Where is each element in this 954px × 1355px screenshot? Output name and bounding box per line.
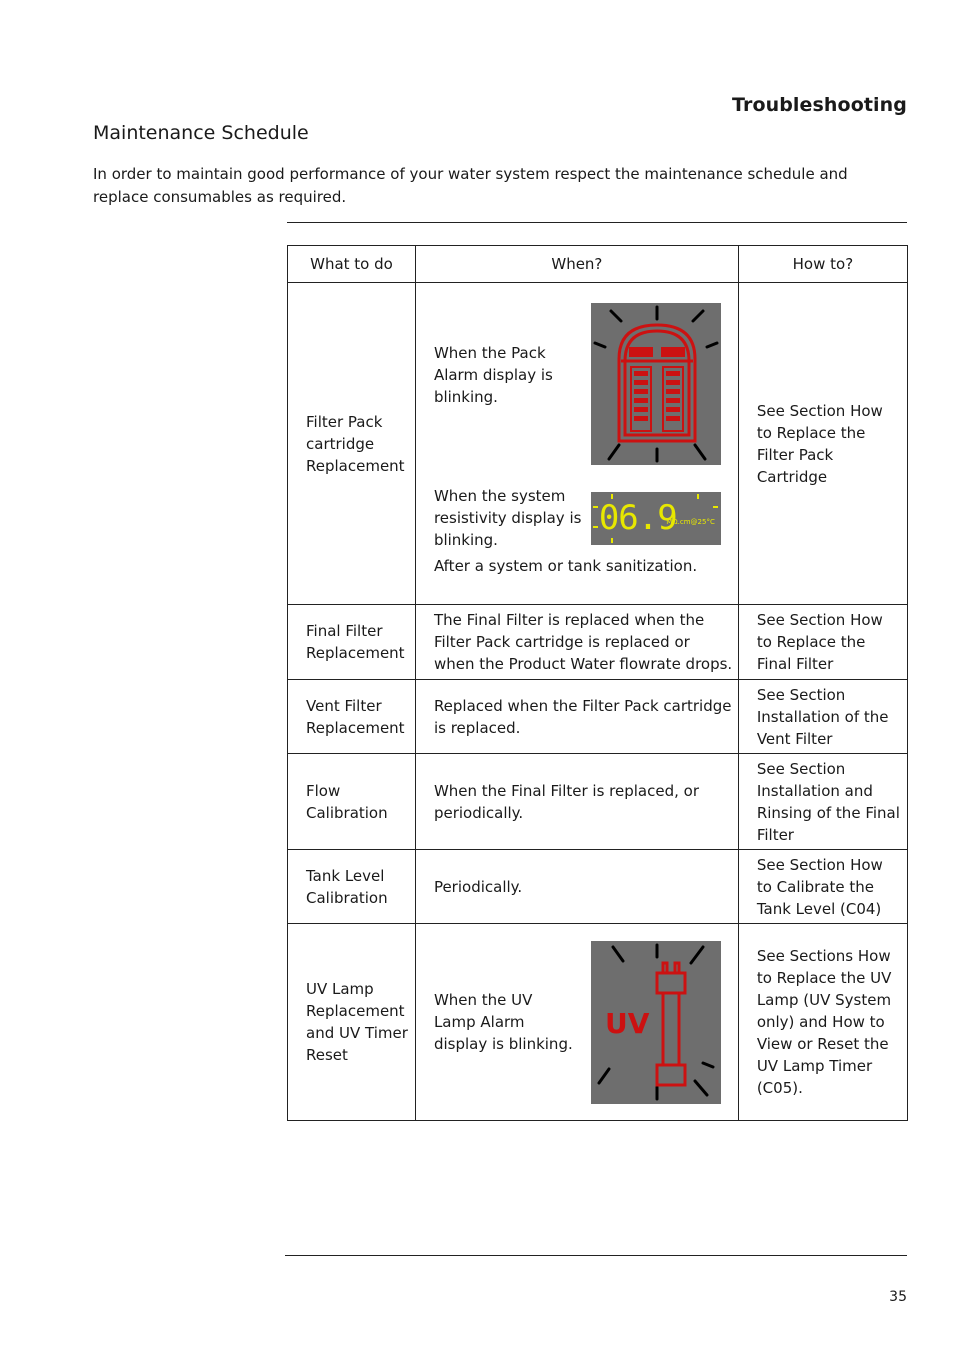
uv-alarm-display xyxy=(591,941,721,1104)
table-row xyxy=(288,283,908,605)
column-header-how: How to? xyxy=(738,246,907,283)
bottom-divider xyxy=(285,1255,907,1256)
row-what: UV Lamp Replacement and UV Timer Reset xyxy=(288,924,416,1121)
resistivity-display xyxy=(591,492,721,545)
pack-alarm-display xyxy=(591,303,721,465)
uv-alarm-block xyxy=(434,941,734,1104)
table-row xyxy=(288,850,908,924)
resistivity-value: 06.9 xyxy=(598,497,677,538)
section-heading: Troubleshooting xyxy=(732,94,907,116)
table-row xyxy=(288,924,908,1121)
blink-mark xyxy=(593,506,598,508)
row-when xyxy=(415,283,738,605)
page-title: Maintenance Schedule xyxy=(93,122,309,144)
top-divider xyxy=(287,222,907,223)
row-when: Periodically. xyxy=(415,850,738,924)
row-how: See Section How to Replace the Filter Pack Cartridge xyxy=(738,283,907,605)
table-row xyxy=(288,680,908,754)
row-when xyxy=(415,924,738,1121)
sanitization-text: After a system or tank sanitization. xyxy=(433,557,698,575)
page-number: 35 xyxy=(889,1289,907,1305)
resistivity-unit: MΩ.cm@25°C xyxy=(666,517,715,526)
uv-label: UV xyxy=(604,1006,650,1040)
filter-pack-alarm-icon xyxy=(591,303,721,465)
table-header-row xyxy=(288,246,908,283)
row-how: See Section How to Replace the Final Filter xyxy=(738,605,907,680)
resistivity-block xyxy=(434,485,734,551)
blink-mark xyxy=(713,506,718,508)
row-what: Vent Filter Replacement xyxy=(288,680,416,754)
row-what: Flow Calibration xyxy=(288,754,416,850)
resistivity-text: When the system resistivity display is blinking. xyxy=(433,487,582,549)
maintenance-table xyxy=(287,245,908,1121)
row-what: Final Filter Replacement xyxy=(288,605,416,680)
uv-lamp-alarm-icon xyxy=(591,941,721,1104)
row-when: The Final Filter is replaced when the Filter Pack cartridge is replaced or when the Product Water flowrate drops. xyxy=(415,605,738,680)
blink-mark xyxy=(697,494,699,499)
table-row xyxy=(288,605,908,680)
pack-alarm-block xyxy=(434,303,734,465)
row-what: Filter Pack cartridge Replacement xyxy=(288,283,416,605)
row-how: See Sections How to Replace the UV Lamp (UV System only) and How to View or Reset the UV Lamp Timer (C05). xyxy=(738,924,907,1121)
column-header-when: When? xyxy=(415,246,738,283)
column-header-what: What to do xyxy=(288,246,416,283)
pack-alarm-text: When the Pack Alarm display is blinking. xyxy=(433,344,553,406)
table-row xyxy=(288,754,908,850)
uv-alarm-text: When the UV Lamp Alarm display is blinking. xyxy=(433,991,573,1053)
row-how: See Section Installation of the Vent Filter xyxy=(738,680,907,754)
row-how: See Section Installation and Rinsing of the Final Filter xyxy=(738,754,907,850)
row-when: When the Final Filter is replaced, or periodically. xyxy=(415,754,738,850)
row-how: See Section How to Calibrate the Tank Level (C04) xyxy=(738,850,907,924)
row-what: Tank Level Calibration xyxy=(288,850,416,924)
row-when: Replaced when the Filter Pack cartridge is replaced. xyxy=(415,680,738,754)
blink-mark xyxy=(611,538,613,543)
intro-paragraph: In order to maintain good performance of your water system respect the maintenance schedule and replace consumables as required. xyxy=(93,165,848,206)
blink-mark xyxy=(593,526,598,528)
